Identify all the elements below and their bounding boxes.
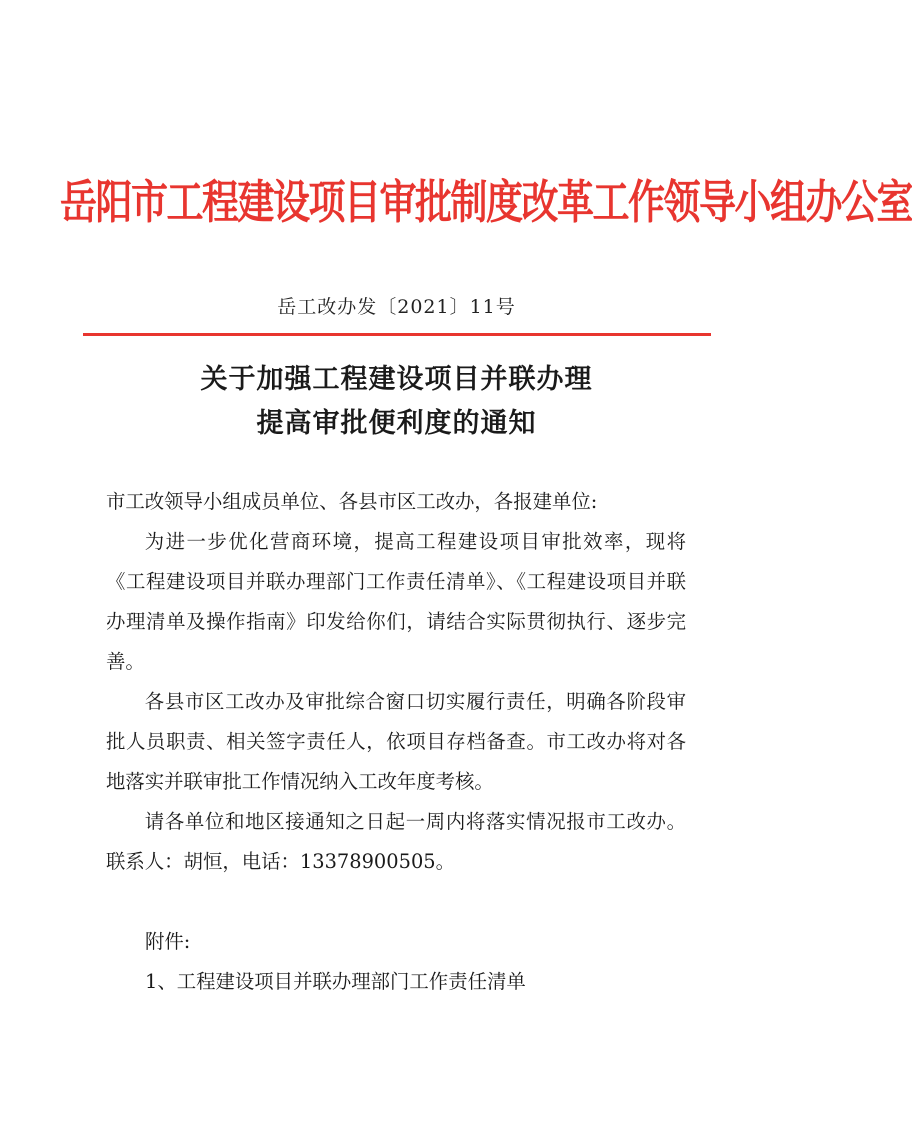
- attachment-item-1: 1、工程建设项目并联办理部门工作责任清单: [145, 970, 526, 993]
- red-divider-line: [83, 333, 711, 336]
- document-title: [0, 358, 793, 446]
- attachments-section: [145, 924, 705, 1000]
- document-number: 岳工改办发〔2021〕11号: [277, 296, 516, 318]
- issuer-header: 岳阳市工程建设项目审批制度改革工作领导小组办公室: [60, 175, 912, 230]
- salutation: 市工改领导小组成员单位、各县市区工改办，各报建单位:: [106, 490, 598, 513]
- attachments-label: 附件:: [145, 930, 191, 953]
- body-paragraph-1: 为进一步优化营商环境，提高工程建设项目审批效率，现将《工程建设项目并联办理部门工作责任清单》、《工程建设项目并联办理清单及操作指南》印发给你们，请结合实际贯彻执行、逐步完善。: [106, 530, 686, 673]
- document-body: [106, 482, 686, 882]
- title-line-1: 关于加强工程建设项目并联办理: [200, 364, 593, 395]
- body-paragraph-2: 各县市区工改办及审批综合窗口切实履行责任，明确各阶段审批人员职责、相关签字责任人，依项目存档备查。市工改办将对各地落实并联审批工作情况纳入工改年度考核。: [106, 690, 686, 793]
- title-line-2: 提高审批便利度的通知: [256, 408, 537, 439]
- body-paragraph-3: 请各单位和地区接通知之日起一周内将落实情况报市工改办。联系人：胡恒，电话：13378900505。: [106, 810, 686, 873]
